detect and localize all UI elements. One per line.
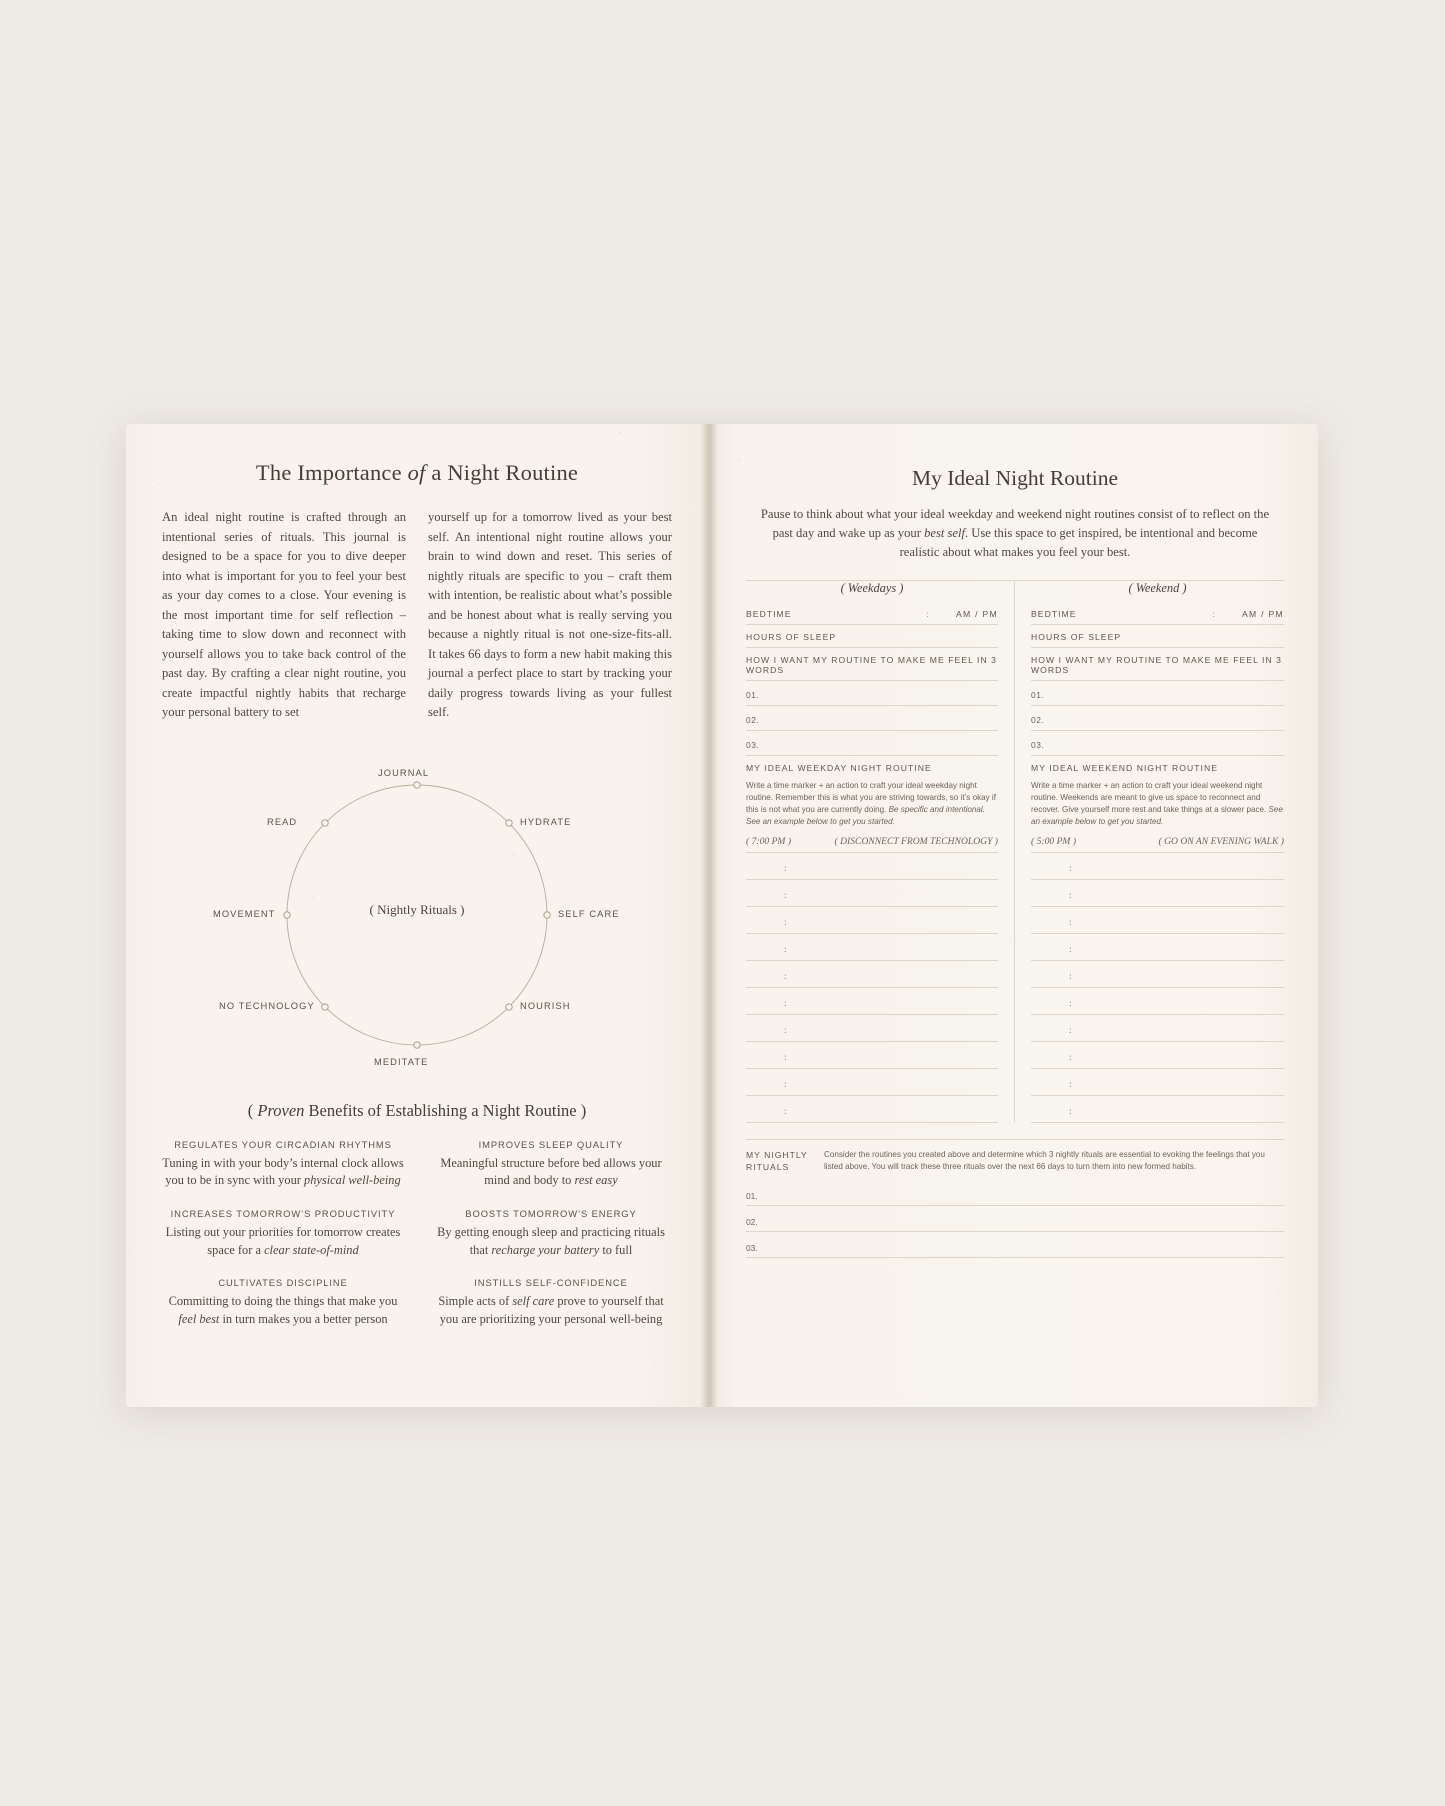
weekend-helper-em: See an example below to get you started. xyxy=(1031,804,1283,826)
benefit-text-pre: Simple acts of xyxy=(438,1294,513,1309)
weekday-example-time: ( 7:00 PM ) xyxy=(746,835,792,847)
intro-columns xyxy=(162,508,672,723)
benefit-text-post: prove to yourself that you are prioritizing your personal well-being xyxy=(439,1294,664,1326)
benefit-text-em: rest easy xyxy=(574,1173,618,1188)
weekday-bedtime-label: BEDTIME xyxy=(746,608,792,619)
weekday-example-action: ( DISCONNECT FROM TECHNOLOGY ) xyxy=(834,835,998,847)
diagram-center-label: ( Nightly Rituals ) xyxy=(369,901,465,917)
time-colon: : xyxy=(784,1052,787,1063)
nightly-rituals-lines xyxy=(746,1180,1284,1258)
time-colon: : xyxy=(1069,1025,1072,1036)
weekend-bedtime-field[interactable] xyxy=(1031,602,1284,625)
intro-em: best self xyxy=(924,525,965,540)
weekend-routine-line[interactable] xyxy=(1031,1069,1284,1096)
benefit-heading: INCREASES TOMORROW’S PRODUCTIVITY xyxy=(170,1207,396,1219)
open-journal-spread xyxy=(126,424,1318,1407)
benefit-heading: INSTILLS SELF-CONFIDENCE xyxy=(474,1277,628,1289)
time-colon: : xyxy=(784,944,787,955)
weekday-routine-line[interactable] xyxy=(746,934,998,961)
time-colon: : xyxy=(784,971,787,982)
benefit-text-em: recharge your battery xyxy=(491,1242,600,1257)
diagram-node-movement: MOVEMENT xyxy=(213,908,276,919)
time-colon: : xyxy=(784,890,787,901)
benefit-text xyxy=(430,1293,672,1328)
diagram-node-self-care: SELF CARE xyxy=(558,908,620,919)
nightly-rituals-diagram xyxy=(162,755,672,1075)
benefit-item xyxy=(162,1208,404,1259)
time-colon: : xyxy=(784,1079,787,1090)
weekend-bedtime-colon: : xyxy=(1212,608,1216,619)
time-colon: : xyxy=(1069,971,1072,982)
intro-pre: Pause to think about what your ideal weekday and weekend night routines consist of to reflect on the past day and wake up as your xyxy=(760,507,1270,540)
benefits-title xyxy=(162,1101,672,1121)
weekday-column xyxy=(746,581,1015,1123)
time-colon: : xyxy=(784,863,787,874)
page-title-left-italic: of xyxy=(407,460,426,485)
benefit-text-em: feel best xyxy=(178,1311,220,1326)
benefit-text-post: in turn makes you a better person xyxy=(219,1311,388,1326)
weekday-bedtime-colon: : xyxy=(926,608,930,619)
page-title-left-post: a Night Routine xyxy=(425,460,579,485)
weekend-heading-text: ( Weekend ) xyxy=(1128,580,1187,595)
weekday-routine-line[interactable] xyxy=(746,988,998,1015)
time-colon: : xyxy=(1069,944,1072,955)
weekend-helper-text xyxy=(1031,773,1284,836)
benefit-text xyxy=(162,1293,404,1328)
weekday-hours-of-sleep-field[interactable]: HOURS OF SLEEP xyxy=(746,625,998,648)
time-colon: : xyxy=(1069,890,1072,901)
weekend-column xyxy=(1015,581,1284,1123)
weekday-routine-line[interactable] xyxy=(746,961,998,988)
time-colon: : xyxy=(1069,1052,1072,1063)
weekday-routine-line[interactable] xyxy=(746,1096,998,1123)
weekday-routine-line[interactable] xyxy=(746,880,998,907)
intro-column-1 xyxy=(162,508,406,723)
time-colon: : xyxy=(784,1025,787,1036)
weekday-bedtime-ampm[interactable]: AM / PM xyxy=(955,608,998,619)
weekend-helper-pre: Write a time marker + an action to craft your ideal weekend night routine. Weekends are meant to give us space to reconnect and recover. Give yourself more rest and take things at a slower pace. xyxy=(1031,780,1269,814)
nightly-rituals-label: MY NIGHTLY RITUALS xyxy=(746,1149,808,1173)
weekday-word-line-3[interactable]: 03. xyxy=(746,731,998,756)
benefit-text-pre: Tuning in with your body’s internal clock allows you to be in sync with your xyxy=(162,1155,404,1188)
time-colon: : xyxy=(1069,998,1072,1009)
weekend-routine-line[interactable] xyxy=(1031,1015,1284,1042)
benefit-text-pre: Meaningful structure before bed allows your mind and body to xyxy=(440,1155,662,1188)
weekday-routine-line[interactable] xyxy=(746,1069,998,1096)
weekday-heading xyxy=(746,581,998,596)
nightly-ritual-line-1[interactable]: 01. xyxy=(746,1180,1284,1206)
page-title-left-pre: The Importance xyxy=(255,460,408,485)
weekend-routine-line[interactable] xyxy=(1031,1096,1284,1123)
intro-post: . Use this space to get inspired, be intentional and become realistic about what makes you feel your best. xyxy=(899,525,1258,559)
nightly-rituals-section xyxy=(746,1139,1284,1175)
nightly-rituals-description: Consider the routines you created above and determine which 3 nightly rituals are essential to evoking the feelings that you listed above. You will track these three rituals over the next 66 days to turn them into new formed habits. xyxy=(824,1149,1265,1171)
weekend-routine-line[interactable] xyxy=(1031,961,1284,988)
benefits-title-post: Benefits of Establishing a Night Routine ) xyxy=(304,1100,587,1120)
benefit-heading: REGULATES YOUR CIRCADIAN RHYTHMS xyxy=(174,1138,392,1150)
weekday-word-line-1[interactable]: 01. xyxy=(746,681,998,706)
benefits-title-italic: Proven xyxy=(257,1100,305,1120)
intro-paragraph-2: yourself up for a tomorrow lived as your best self. An intentional night routine allows your brain to wind down and reset. This series of nightly rituals are specific to you – craft them with intention, be realistic about what’s possible and be honest about what is really serving you because a nightly ritual is not one-size-fits-all. It takes 66 days to form a new habit making this journal a perfect place to start by tracking your daily progress towards living as your fullest self. xyxy=(428,510,672,720)
benefit-text-em: physical well-being xyxy=(304,1173,401,1188)
weekend-routine-lines xyxy=(1031,853,1284,1123)
weekend-example-row xyxy=(1031,836,1284,853)
weekend-word-line-2[interactable]: 02. xyxy=(1031,706,1284,731)
weekend-example-time: ( 5:00 PM ) xyxy=(1031,835,1077,847)
weekend-routine-label: MY IDEAL WEEKEND NIGHT ROUTINE xyxy=(1031,762,1219,773)
benefit-item xyxy=(162,1139,404,1190)
benefit-text xyxy=(430,1224,672,1259)
benefit-item xyxy=(430,1139,672,1190)
weekday-routine-line[interactable] xyxy=(746,1042,998,1069)
weekday-routine-line[interactable] xyxy=(746,853,998,880)
weekend-routine-line[interactable] xyxy=(1031,934,1284,961)
page-title-left xyxy=(162,460,672,486)
routine-columns xyxy=(746,581,1284,1123)
benefit-text xyxy=(430,1155,672,1190)
nightly-ritual-line-3[interactable]: 03. xyxy=(746,1232,1284,1258)
benefit-heading: CULTIVATES DISCIPLINE xyxy=(218,1277,348,1289)
weekday-helper-pre: Write a time marker + an action to craft your ideal weekday night routine. Remember this is what you are striving towards, so it’s okay if this is not what you are currently doing. xyxy=(746,780,996,814)
nightly-ritual-line-2[interactable]: 02. xyxy=(746,1206,1284,1232)
time-colon: : xyxy=(1069,1079,1072,1090)
weekend-routine-line[interactable] xyxy=(1031,853,1284,880)
benefit-text-post: to full xyxy=(599,1242,633,1257)
weekend-word-line-3[interactable]: 03. xyxy=(1031,731,1284,756)
intro-column-2 xyxy=(428,508,672,723)
right-page xyxy=(708,424,1318,1407)
weekday-routine-line[interactable] xyxy=(746,1015,998,1042)
diagram-node-meditate: MEDITATE xyxy=(374,1056,429,1067)
benefit-item xyxy=(430,1208,672,1259)
time-colon: : xyxy=(1069,1106,1072,1117)
weekday-helper-text xyxy=(746,773,998,836)
benefit-heading: IMPROVES SLEEP QUALITY xyxy=(478,1138,624,1150)
intro-paragraph-1: An ideal night routine is crafted through an intentional series of rituals. This journal is designed to be a space for you to dive deeper into what is important for you to feel your best as your day comes to a close. Your evening is the most important time for self reflection – taking time to slow down and reconnect with yourself allows you to take back control of the past day. By crafting a clear night routine, you create impactful nightly habits that recharge your personal battery to set xyxy=(162,510,406,720)
weekday-bedtime-field[interactable] xyxy=(746,602,998,625)
diagram-node-nourish: NOURISH xyxy=(520,1000,571,1011)
time-colon: : xyxy=(784,998,787,1009)
benefit-text-pre: Listing out your priorities for tomorrow creates space for a xyxy=(165,1224,401,1257)
weekend-hours-of-sleep-field[interactable]: HOURS OF SLEEP xyxy=(1031,625,1284,648)
right-page-intro xyxy=(760,505,1270,562)
left-page xyxy=(126,424,708,1407)
weekend-three-words-label: HOW I WANT MY ROUTINE TO MAKE ME FEEL IN 3 WORDS xyxy=(1031,648,1284,681)
benefit-text-pre: Committing to doing the things that make you xyxy=(168,1294,398,1309)
diagram-node-hydrate: HYDRATE xyxy=(520,816,572,827)
benefit-text xyxy=(162,1155,404,1190)
weekend-routine-line[interactable] xyxy=(1031,880,1284,907)
weekday-routine-label: MY IDEAL WEEKDAY NIGHT ROUTINE xyxy=(746,762,932,773)
weekend-example-action: ( GO ON AN EVENING WALK ) xyxy=(1158,835,1284,847)
diagram-node-no-technology: NO TECHNOLOGY xyxy=(219,1000,315,1011)
benefit-text xyxy=(162,1224,404,1259)
time-colon: : xyxy=(1069,863,1072,874)
benefit-text-pre: By getting enough sleep and practicing rituals that xyxy=(437,1224,665,1257)
benefit-text-em: self care xyxy=(512,1294,555,1309)
page-title-right: My Ideal Night Routine xyxy=(911,466,1118,490)
benefit-item xyxy=(430,1277,672,1328)
weekday-routine-line[interactable] xyxy=(746,907,998,934)
weekday-helper-em: Be specific and intentional. See an example below to get you started. xyxy=(746,804,985,826)
weekend-routine-line[interactable] xyxy=(1031,907,1284,934)
benefits-title-pre: ( xyxy=(247,1100,258,1120)
weekend-routine-line[interactable] xyxy=(1031,988,1284,1015)
weekend-routine-line[interactable] xyxy=(1031,1042,1284,1069)
weekday-heading-text: ( Weekdays ) xyxy=(840,580,904,595)
weekend-bedtime-ampm[interactable]: AM / PM xyxy=(1241,608,1284,619)
benefit-heading: BOOSTS TOMORROW’S ENERGY xyxy=(465,1207,637,1219)
weekend-heading xyxy=(1031,581,1284,596)
benefit-item xyxy=(162,1277,404,1328)
weekday-routine-lines xyxy=(746,853,998,1123)
benefits-grid xyxy=(162,1139,672,1329)
weekend-word-line-1[interactable]: 01. xyxy=(1031,681,1284,706)
diagram-node-read: READ xyxy=(267,816,298,827)
weekday-example-row xyxy=(746,836,998,853)
time-colon: : xyxy=(784,917,787,928)
time-colon: : xyxy=(784,1106,787,1117)
weekday-word-line-2[interactable]: 02. xyxy=(746,706,998,731)
benefit-text-em: clear state-of-mind xyxy=(264,1242,359,1257)
weekday-three-words-label: HOW I WANT MY ROUTINE TO MAKE ME FEEL IN 3 WORDS xyxy=(746,648,998,681)
time-colon: : xyxy=(1069,917,1072,928)
weekend-bedtime-label: BEDTIME xyxy=(1031,608,1077,619)
diagram-node-journal: JOURNAL xyxy=(378,767,430,778)
